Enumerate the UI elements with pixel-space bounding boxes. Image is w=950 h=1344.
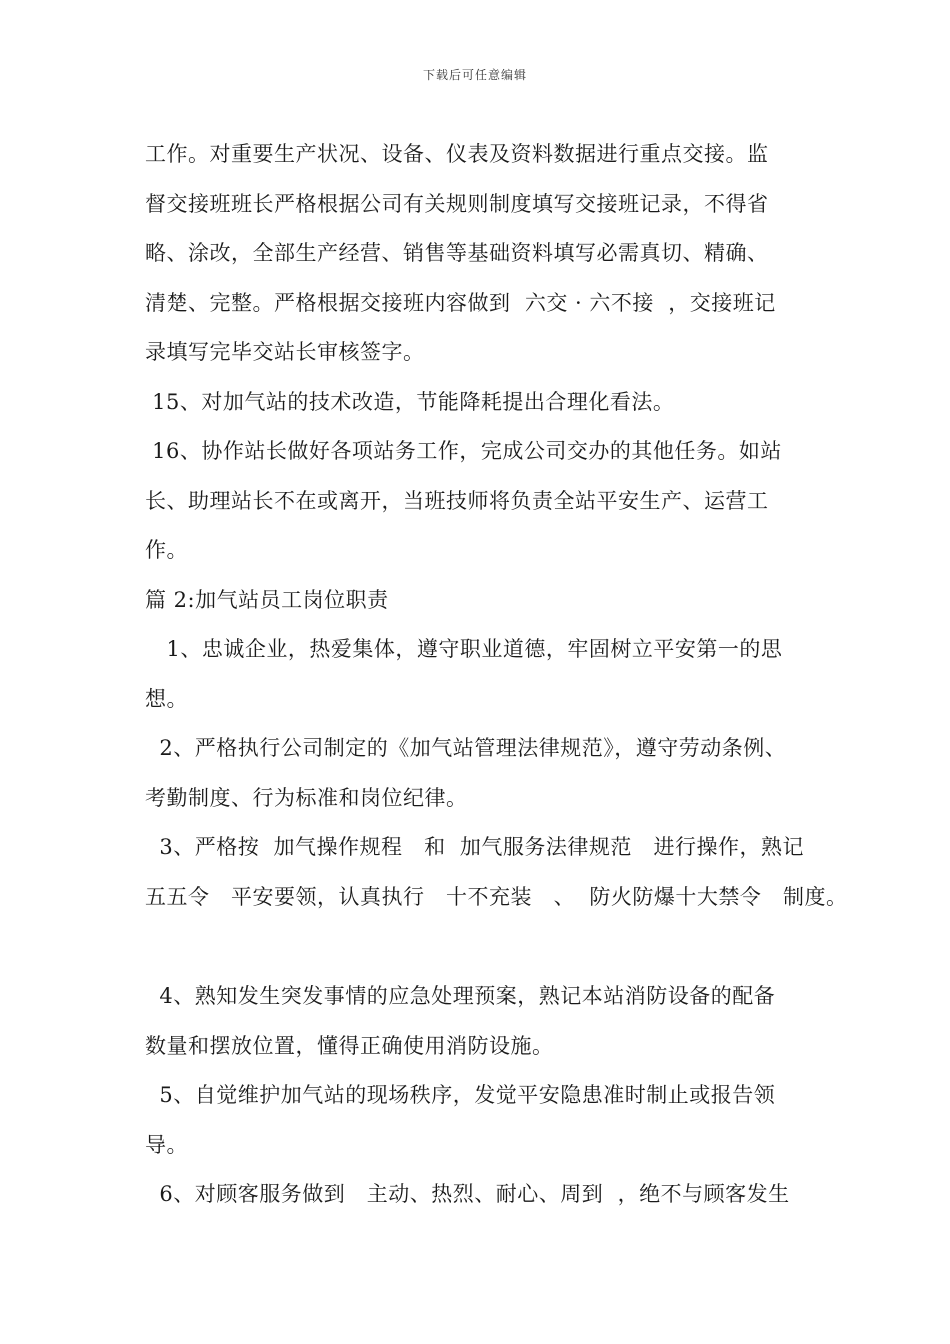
text-line: 4、熟知发生突发事情的应急处理预案，熟记本站消防设备的配备 (145, 984, 776, 1008)
text-line: 作。 (145, 538, 188, 562)
text-line: 考勤制度、行为标准和岗位纪律。 (145, 785, 468, 810)
page-header: 下载后可任意编辑 (422, 68, 527, 82)
text-line: 五五令 平安要领，认真执行 十不充装 、 防火防爆十大禁令 制度。 (145, 884, 848, 909)
text-line: 5、自觉维护加气站的现场秩序，发觉平安隐患准时制止或报告领 (145, 1083, 776, 1107)
section-heading: 篇 2:加气站员工岗位职责 (145, 587, 389, 612)
text-line: 3、严格按 加气操作规程 和 加气服务法律规范 进行操作，熟记 (145, 835, 804, 859)
text-line: 督交接班班长严格根据公司有关规则制度填写交接班记录，不得省 (145, 191, 769, 216)
text-line: 导。 (145, 1132, 188, 1157)
text-line: 16、协作站长做好各项站务工作，完成公司交办的其他任务。如站 (145, 439, 782, 463)
paragraph-gap (145, 922, 825, 972)
text-line: 清楚、完整。严格根据交接班内容做到 六交 · 六不接 ，交接班记 (145, 290, 776, 315)
text-line: 工作。对重要生产状况、设备、仪表及资料数据进行重点交接。监 (145, 142, 769, 166)
text-line: 录填写完毕交站长审核签字。 (145, 340, 425, 364)
text-line: 想。 (145, 686, 188, 711)
text-line: 长、助理站长不在或离开，当班技师将负责全站平安生产、运营工 (145, 488, 769, 513)
text-line: 6、对顾客服务做到 主动、热烈、耐心、周到 ，绝不与顾客发生 (145, 1182, 790, 1206)
text-line: 略、涂改，全部生产经营、销售等基础资料填写必需真切、精确、 (145, 241, 769, 265)
text-line: 15、对加气站的技术改造，节能降耗提出合理化看法。 (145, 389, 675, 414)
text-line: 数量和摆放位置，懂得正确使用消防设施。 (145, 1033, 554, 1058)
text-line: 1、忠诚企业，热爱集体，遵守职业道德，牢固树立平安第一的思 (145, 637, 783, 661)
text-line: 2、严格执行公司制定的《加气站管理法律规范》，遵守劳动条例、 (145, 736, 787, 760)
document-body (145, 130, 848, 1220)
